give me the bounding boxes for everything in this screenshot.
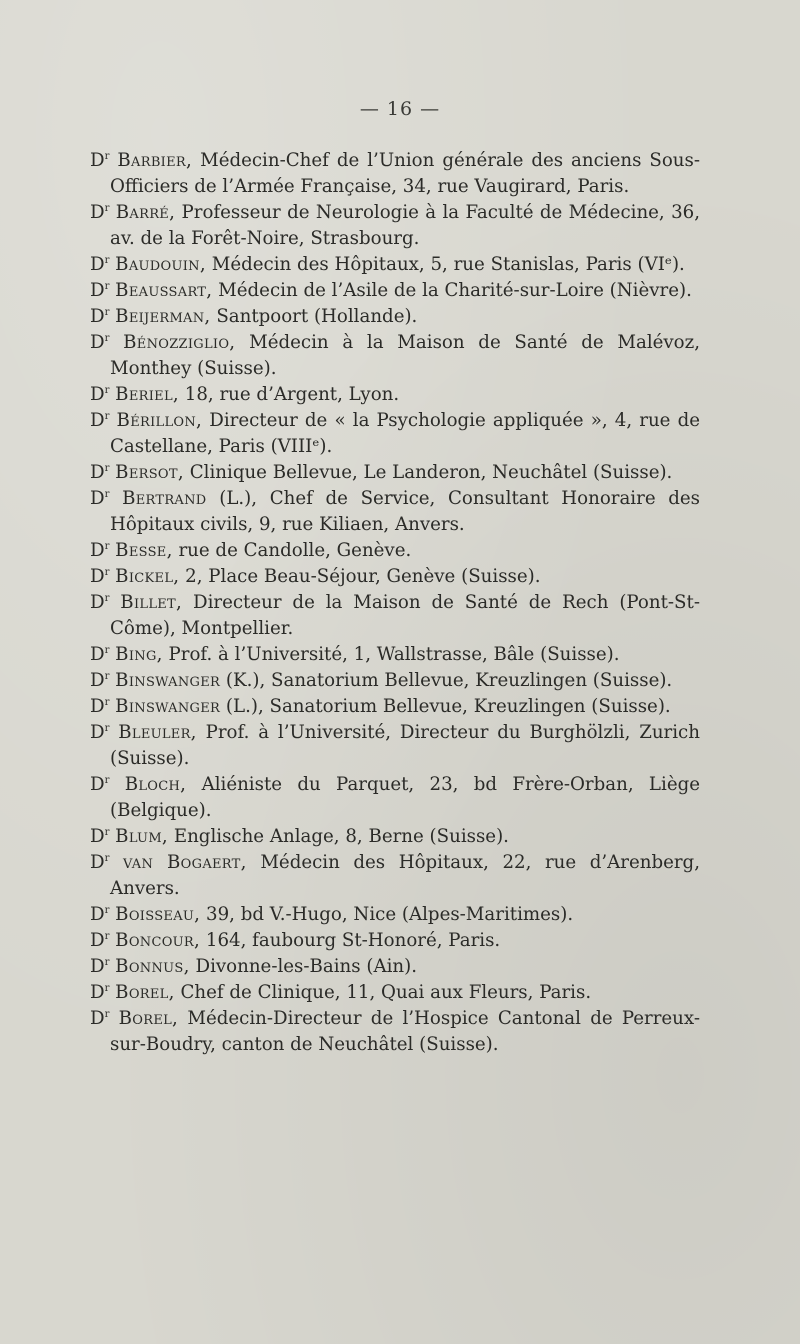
entry-details: Directeur de « la Psychologie appliquée », 4, rue de Castellane, Paris (VIIIᵉ). xyxy=(110,410,700,457)
entry-title xyxy=(90,488,109,509)
entry-title-letter: D xyxy=(90,956,105,977)
entry-title xyxy=(90,462,109,483)
entry-title-letter: D xyxy=(90,644,105,665)
entry-title-letter: D xyxy=(90,540,105,561)
entry-name: Bertrand xyxy=(122,488,207,509)
entry-name: Barré, xyxy=(115,202,176,223)
list-item xyxy=(90,668,700,694)
entry-title-letter: D xyxy=(90,852,105,873)
list-item xyxy=(90,538,700,564)
entry-title-superscript: r xyxy=(104,983,110,994)
list-item xyxy=(90,824,700,850)
list-item xyxy=(90,642,700,668)
entry-title-letter: D xyxy=(90,150,105,171)
entry-title-superscript: r xyxy=(104,723,110,734)
entry-title-superscript: r xyxy=(104,333,110,344)
entry-name: Besse, xyxy=(115,540,173,561)
entry-title-superscript: r xyxy=(104,827,110,838)
entry-details: Aliéniste du Parquet, 23, bd Frère-Orban, Liège (Belgique). xyxy=(110,774,700,821)
entry-title-superscript: r xyxy=(104,697,110,708)
entry-name: Billet, xyxy=(120,592,183,613)
list-item xyxy=(90,200,700,252)
entry-title xyxy=(90,904,109,925)
entry-title xyxy=(90,306,109,327)
entry-title-letter: D xyxy=(90,384,105,405)
entry-details: Professeur de Neurologie à la Faculté de Médecine, 36, av. de la Forêt-Noire, Strasbourg. xyxy=(110,202,700,249)
entry-details: 18, rue d’Argent, Lyon. xyxy=(184,384,400,405)
entry-title-superscript: r xyxy=(104,411,110,422)
entry-title xyxy=(90,982,109,1003)
entry-title xyxy=(90,410,109,431)
list-item xyxy=(90,1006,700,1058)
entry-title-letter: D xyxy=(90,826,105,847)
entry-name: Beriel, xyxy=(115,384,179,405)
list-item xyxy=(90,460,700,486)
entry-title xyxy=(90,540,109,561)
entry-title-superscript: r xyxy=(104,853,110,864)
list-item xyxy=(90,772,700,824)
entry-name: Barbier, xyxy=(117,150,193,171)
entry-details: (K.), Sanatorium Bellevue, Kreuzlingen (Suisse). xyxy=(225,670,673,691)
entry-name: Bleuler, xyxy=(118,722,197,743)
entry-details: (L.), Sanatorium Bellevue, Kreuzlingen (Suisse). xyxy=(225,696,671,717)
entry-details: Médecin-Directeur de l’Hospice Cantonal de Perreux-sur-Boudry, canton de Neuchâtel (Suisse). xyxy=(110,1008,700,1055)
entry-details: 2, Place Beau-Séjour, Genève (Suisse). xyxy=(185,566,541,587)
entry-name: Beaussart, xyxy=(115,280,213,301)
entry-title xyxy=(90,280,109,301)
entry-name: Bickel, xyxy=(115,566,180,587)
entry-name: Borel, xyxy=(115,982,175,1003)
entry-details: Médecin à la Maison de Santé de Malévoz, Monthey (Suisse). xyxy=(110,332,700,379)
entry-title-superscript: r xyxy=(104,957,110,968)
entry-details: Directeur de la Maison de Santé de Rech (Pont-St-Côme), Montpellier. xyxy=(110,592,700,639)
entry-title-superscript: r xyxy=(104,645,110,656)
entry-title xyxy=(90,852,109,873)
entry-title xyxy=(90,592,109,613)
entry-details: (L.), Chef de Service, Consultant Honoraire des Hôpitaux civils, 9, rue Kiliaen, Anvers. xyxy=(110,488,700,535)
entry-title xyxy=(90,930,109,951)
entry-name: Beijerman, xyxy=(115,306,211,327)
entry-details: rue de Candolle, Genève. xyxy=(178,540,412,561)
entry-title-superscript: r xyxy=(104,775,110,786)
entry-details: Prof. à l’Université, 1, Wallstrasse, Bâle (Suisse). xyxy=(168,644,620,665)
entry-title-letter: D xyxy=(90,306,105,327)
entry-title-letter: D xyxy=(90,774,105,795)
entry-title xyxy=(90,774,109,795)
list-item xyxy=(90,954,700,980)
entry-title-letter: D xyxy=(90,202,105,223)
entry-title-superscript: r xyxy=(104,593,110,604)
list-item xyxy=(90,486,700,538)
list-item xyxy=(90,252,700,278)
entry-title-letter: D xyxy=(90,410,105,431)
entry-details: Médecin de l’Asile de la Charité-sur-Loire (Nièvre). xyxy=(218,280,692,301)
entry-name: Binswanger xyxy=(115,696,221,717)
entry-title-letter: D xyxy=(90,462,105,483)
entry-details: Médecin des Hôpitaux, 5, rue Stanislas, Paris (VIᵉ). xyxy=(211,254,685,275)
entry-title-superscript: r xyxy=(104,567,110,578)
entry-name: Binswanger xyxy=(115,670,221,691)
list-item xyxy=(90,148,700,200)
entry-name: Bing, xyxy=(115,644,163,665)
entry-title-letter: D xyxy=(90,670,105,691)
entry-title-superscript: r xyxy=(104,905,110,916)
entry-title-letter: D xyxy=(90,722,105,743)
list-item xyxy=(90,304,700,330)
entry-details: Divonne-les-Bains (Ain). xyxy=(195,956,418,977)
entry-name: Boisseau, xyxy=(115,904,201,925)
entry-title xyxy=(90,202,109,223)
entry-title xyxy=(90,696,109,717)
entry-title-superscript: r xyxy=(104,255,110,266)
entry-title xyxy=(90,826,109,847)
entry-title-superscript: r xyxy=(104,541,110,552)
entry-details: Médecin-Chef de l’Union générale des anciens Sous-Officiers de l’Armée Française, 34, rue Vaugirard, Paris. xyxy=(110,150,700,197)
entry-title-letter: D xyxy=(90,488,105,509)
entry-title xyxy=(90,332,109,353)
entry-details: Santpoort (Hollande). xyxy=(216,306,418,327)
entry-title xyxy=(90,722,109,743)
entry-name: Boncour, xyxy=(115,930,201,951)
entry-name: Borel, xyxy=(118,1008,179,1029)
entry-title xyxy=(90,150,109,171)
entry-name: Blum, xyxy=(115,826,169,847)
entry-name: Bloch, xyxy=(124,774,187,795)
entry-title xyxy=(90,1008,109,1029)
entry-title xyxy=(90,384,109,405)
entry-title-letter: D xyxy=(90,332,105,353)
entry-title-letter: D xyxy=(90,566,105,587)
entry-title-superscript: r xyxy=(104,931,110,942)
list-item xyxy=(90,564,700,590)
entry-title-letter: D xyxy=(90,982,105,1003)
member-list xyxy=(90,148,700,1058)
entry-title-superscript: r xyxy=(104,203,110,214)
entry-title-letter: D xyxy=(90,930,105,951)
list-item xyxy=(90,278,700,304)
entry-title-superscript: r xyxy=(104,671,110,682)
entry-title xyxy=(90,956,109,977)
list-item xyxy=(90,720,700,772)
entry-name: Bérillon, xyxy=(116,410,203,431)
list-item xyxy=(90,902,700,928)
list-item xyxy=(90,850,700,902)
entry-title-superscript: r xyxy=(104,463,110,474)
entry-name: Bonnus, xyxy=(115,956,190,977)
entry-title xyxy=(90,644,109,665)
entry-title-superscript: r xyxy=(104,1009,110,1020)
entry-title-letter: D xyxy=(90,254,105,275)
list-item xyxy=(90,694,700,720)
entry-details: Prof. à l’Université, Directeur du Burghölzli, Zurich (Suisse). xyxy=(110,722,700,769)
list-item xyxy=(90,980,700,1006)
entry-title xyxy=(90,566,109,587)
entry-title-superscript: r xyxy=(104,385,110,396)
entry-name: Baudouin, xyxy=(115,254,206,275)
entry-details: 39, bd V.-Hugo, Nice (Alpes-Maritimes). xyxy=(206,904,574,925)
entry-name: van Bogaert, xyxy=(122,852,247,873)
list-item xyxy=(90,382,700,408)
entry-title-letter: D xyxy=(90,696,105,717)
entry-name: Bersot, xyxy=(115,462,184,483)
entry-title-letter: D xyxy=(90,904,105,925)
page-number: — 16 — xyxy=(359,98,441,120)
entry-title-superscript: r xyxy=(104,151,110,162)
entry-title-letter: D xyxy=(90,280,105,301)
entry-title xyxy=(90,254,109,275)
list-item xyxy=(90,928,700,954)
entry-details: Médecin des Hôpitaux, 22, rue d’Arenberg, Anvers. xyxy=(110,852,700,899)
entry-title xyxy=(90,670,109,691)
list-item xyxy=(90,408,700,460)
entry-details: Chef de Clinique, 11, Quai aux Fleurs, Paris. xyxy=(180,982,592,1003)
entry-name: Bénozziglio, xyxy=(123,332,236,353)
list-item xyxy=(90,590,700,642)
entry-title-superscript: r xyxy=(104,307,110,318)
entry-details: Englische Anlage, 8, Berne (Suisse). xyxy=(173,826,509,847)
entry-title-letter: D xyxy=(90,1008,105,1029)
entry-title-superscript: r xyxy=(104,489,110,500)
list-item xyxy=(90,330,700,382)
entry-details: Clinique Bellevue, Le Landeron, Neuchâtel (Suisse). xyxy=(189,462,673,483)
entry-title-letter: D xyxy=(90,592,105,613)
entry-details: 164, faubourg St-Honoré, Paris. xyxy=(205,930,501,951)
entry-title-superscript: r xyxy=(104,281,110,292)
